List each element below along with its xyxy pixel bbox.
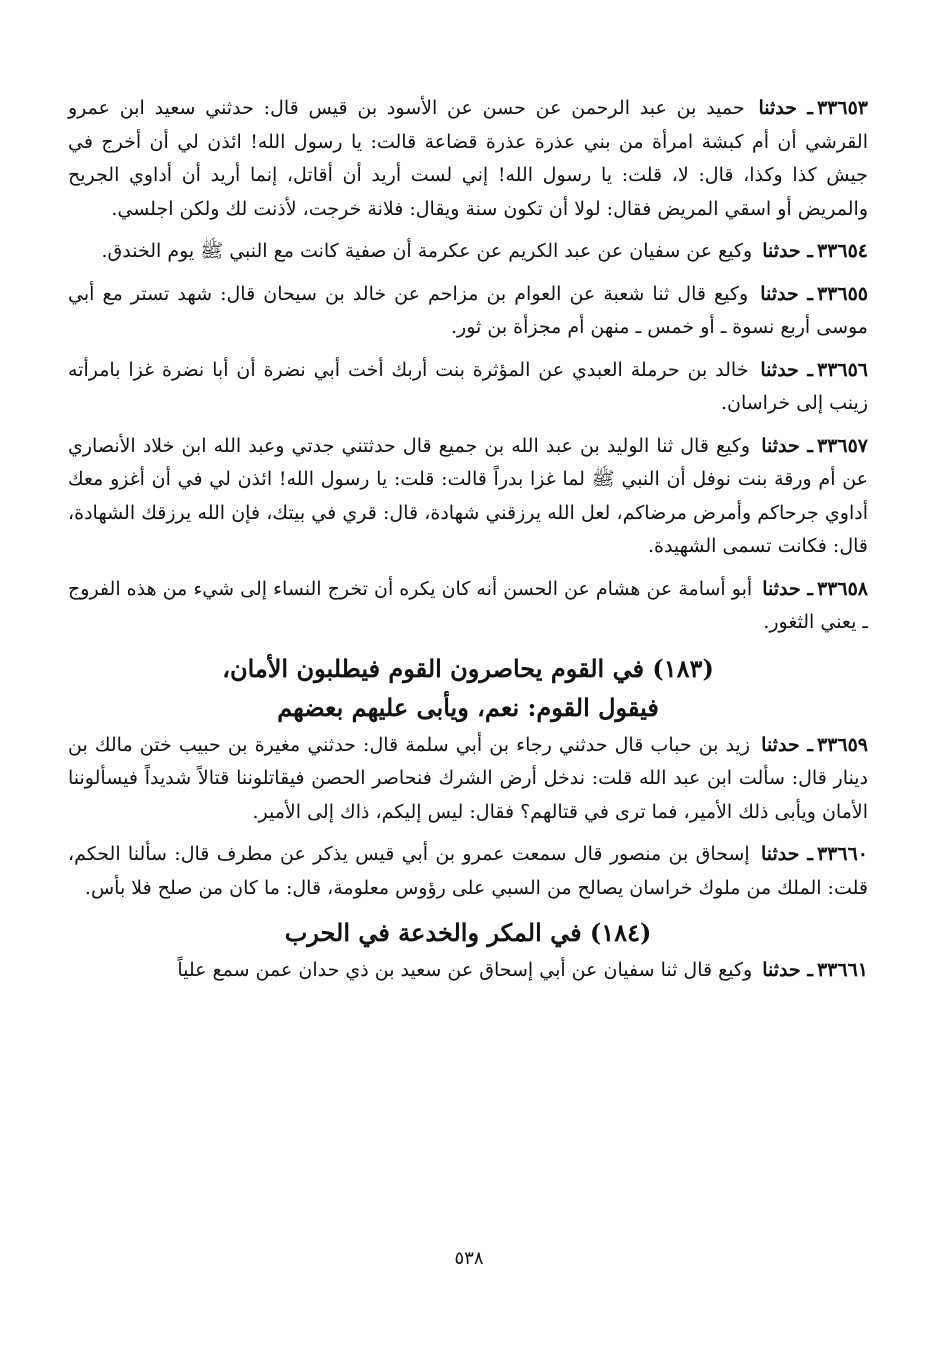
hadith-entry-33657 xyxy=(68,430,868,564)
hadith-entry-33656 xyxy=(68,354,868,421)
hadith-number: ٣٣٦٥٤ xyxy=(816,240,868,262)
hadith-number: ٣٣٦٦١ xyxy=(816,959,868,981)
hadith-text: إسحاق بن منصور قال سمعت عمرو بن أبي قيس يذكر عن مطرف قال: سألنا الحكم، قلت: الملك من ملوك خراسان يصالح من السبي على رؤوس معلومة، قال: ما كان من صلح فلا بأس. xyxy=(68,843,868,899)
page-body xyxy=(68,92,868,997)
hadith-intro: ـ حدثنا xyxy=(761,733,813,756)
hadith-number: ٣٣٦٥٣ xyxy=(816,97,868,119)
hadith-entry-33659 xyxy=(68,729,868,830)
hadith-intro: ـ حدثنا xyxy=(760,358,813,381)
chapter-183-title: (١٨٣) في القوم يحاصرون القوم فيطلبون الأمان، xyxy=(222,653,714,683)
hadith-text: وكيع قال ثنا سفيان عن أبي إسحاق عن سعيد بن ذي حدان عمن سمع علياً xyxy=(177,959,753,981)
hadith-number: ٣٣٦٥٩ xyxy=(816,733,868,756)
hadith-text: حميد بن عبد الرحمن عن حسن عن الأسود بن قيس قال: حدثني سعيد ابن عمرو القرشي أن أم كبشة امرأة من بني عذرة عذرة قضاعة قالت: يا رسول الله! ائذن لي أن أخرج في جيش كذا وكذا، قال: لا، قلت: يا رسول الله! إني لست أريد أن أقاتل، إنما أريد أن أداوي الجريح والمريض أو اسقي المريض فقال: لولا أن تكون سنة ويقال: فلانة خرجت، لأذنت لك ولكن اجلسي. xyxy=(68,97,868,220)
page-number: ٥٣٨ xyxy=(454,1248,484,1269)
chapter-183-subtitle: فيقول القوم: نعم، ويأبى عليهم بعضهم xyxy=(277,692,659,722)
hadith-intro: ـ حدثنا xyxy=(762,959,813,981)
hadith-entry-33653 xyxy=(68,92,868,226)
hadith-number: ٣٣٦٥٨ xyxy=(816,577,868,600)
hadith-intro: ـ حدثنا xyxy=(762,240,813,262)
hadith-number: ٣٣٦٥٦ xyxy=(816,358,869,381)
hadith-entry-33660 xyxy=(68,838,868,905)
hadith-text: زيد بن حباب قال حدثني رجاء بن أبي سلمة قال: حدثني مغيرة بن حبيب ختن مالك بن دينار قال: سألت ابن عبد الله قلت: ندخل أرض الشرك فنحاصر الحصن فيقاتلوننا قتالاً شديداً فيسألوننا الأمان ويأبى ذلك الأمير، فما ترى في قتالهم؟ فقال: ليس إليكم، ذاك إلى الأمير. xyxy=(68,733,868,823)
hadith-text: وكيع عن سفيان عن عبد الكريم عن عكرمة أن صفية كانت مع النبي ﷺ يوم الخندق. xyxy=(101,240,753,262)
hadith-intro: ـ حدثنا xyxy=(762,577,813,600)
chapter-184-title: (١٨٤) في المكر والخدعة في الحرب xyxy=(284,918,652,947)
hadith-number: ٣٣٦٦٠ xyxy=(816,843,868,865)
hadith-entry-33654 xyxy=(68,235,868,269)
hadith-intro: ـ حدثنا xyxy=(758,97,813,119)
hadith-text: خالد بن حرملة العبدي عن المؤثرة بنت أربك أخت أبي نضرة أن أبا نضرة غزا بامرأته زينب إلى خراسان. xyxy=(68,358,868,414)
hadith-intro: ـ حدثنا xyxy=(760,282,813,305)
hadith-entry-33658 xyxy=(68,573,868,640)
hadith-intro: ـ حدثنا xyxy=(760,843,813,865)
hadith-entry-33661 xyxy=(68,954,868,988)
hadith-number: ٣٣٦٥٥ xyxy=(816,282,868,305)
hadith-text: وكيع قال ثنا شعبة عن العوام بن مزاحم عن خالد بن سيحان قال: شهد تستر مع أبي موسى أربع نسوة ـ أو خمس ـ منهن أم مجزأة بن ثور. xyxy=(68,282,868,338)
hadith-entry-33655 xyxy=(68,278,868,345)
hadith-text: وكيع قال ثنا الوليد بن عبد الله بن جميع قال حدثتني جدتي وعبد الله ابن خلاد الأنصاري عن أم ورقة بنت نوفل أن النبي ﷺ لما غزا بدراً قالت: قلت: يا رسول الله! ائذن لي في أن أغزو معك أداوي جرحاكم وأمرض مرضاكم، لعل الله يرزقني شهادة، قال: قري في بيتك، فإن الله يرزقك الشهادة، قال: فكانت تسمى الشهيدة. xyxy=(68,434,868,557)
hadith-number: ٣٣٦٥٧ xyxy=(816,434,868,457)
hadith-intro: ـ حدثنا xyxy=(761,434,813,457)
hadith-text: أبو أسامة عن هشام عن الحسن أنه كان يكره أن تخرج النساء إلى شيء من هذه الفروج ـ يعني الثغور. xyxy=(68,577,868,633)
